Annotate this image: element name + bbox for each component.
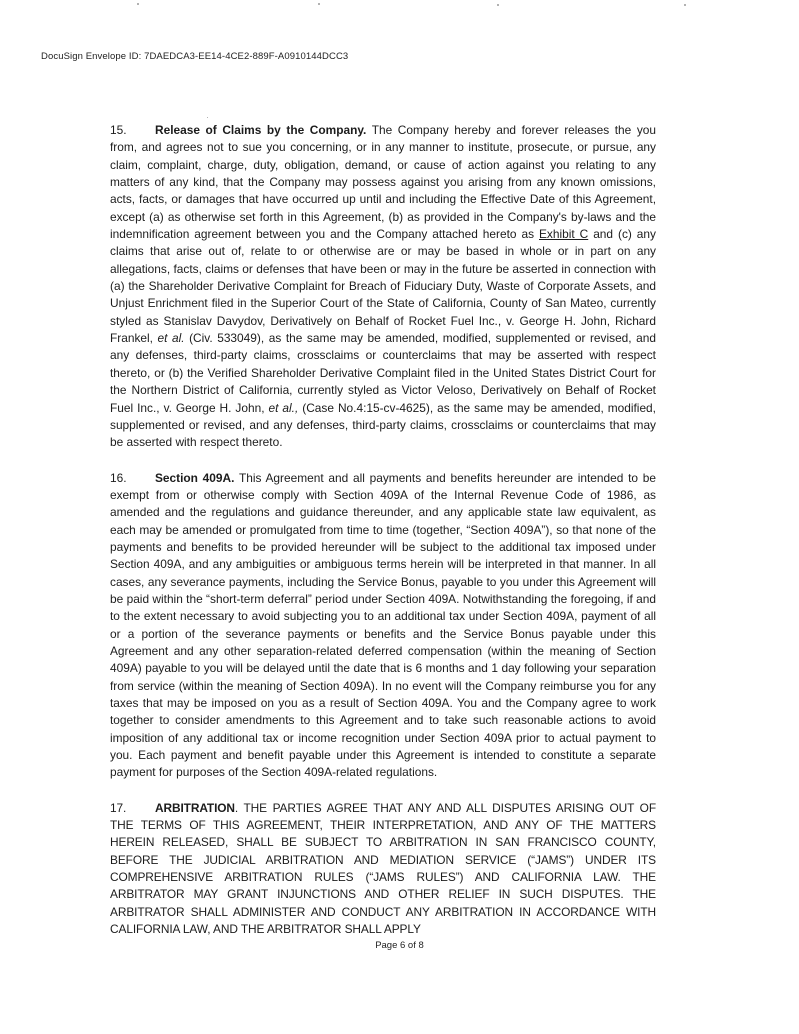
section-number: 16. bbox=[110, 470, 127, 485]
docusign-envelope-id: DocuSign Envelope ID: 7DAEDCA3-EE14-4CE2-889F-A0910144DCC3 bbox=[41, 51, 349, 62]
section-number: 17. bbox=[110, 800, 127, 815]
section-17 bbox=[110, 800, 656, 939]
section-text: This Agreement and all payments and benefits hereunder are intended to be exempt from or otherwise comply with Section 409A of the Internal Revenue Code of 1986, as amended and the regulations and guidance thereunder, and any applicable state law equivalent, as each may be amended or promulgated from time to time (together, “Section 409A”), so that none of the payments and benefits to be provided hereunder will be subject to the additional tax imposed under Section 409A, and any ambiguities or ambiguous terms herein will be interpreted in that manner. In all cases, any severance payments, including the Service Bonus, payable to you under this Agreement will be paid within the “short-term deferral” period under Section 409A. Notwithstanding the foregoing, if and to the extent necessary to avoid subjecting you to an additional tax under Section 409A, payment of all or a portion of the severance payments or benefits and the Service Bonus payable under this Agreement and any other separation-related deferred compensation (within the meaning of Section 409A) payable to you will be delayed until the date that is 6 months and 1 day following your separation from service (within the meaning of Section 409A). In no event will the Company reimburse you for any taxes that may be imposed on you as a result of Section 409A. You and the Company agree to work together to consider amendments to this Agreement and to take such reasonable actions to avoid imposition of any additional tax or income recognition under Section 409A prior to actual payment to you. Each payment and benefit payable under this Agreement is intended to constitute a separate payment for purposes of the Section 409A-related regulations. bbox=[110, 470, 656, 780]
scan-artifact bbox=[318, 3, 320, 5]
section-title: ARBITRATION bbox=[155, 800, 235, 815]
section-text: . THE PARTIES AGREE THAT ANY AND ALL DISPUTES ARISING OUT OF THE TERMS OF THIS AGREEMENT, THEIR INTERPRETATION, AND ANY OF THE MATTERS HEREIN RELEASED, SHALL BE SUBJECT TO ARBITRATION IN SAN FRANCISCO COUNTY, BEFORE THE JUDICIAL ARBITRATION AND MEDIATION SERVICE (“JAMS”) UNDER ITS COMPREHENSIVE ARBITRATION RULES (“JAMS RULES”) AND CALIFORNIA LAW. THE ARBITRATOR MAY GRANT INJUNCTIONS AND OTHER RELIEF IN SUCH DISPUTES. THE ARBITRATOR SHALL ADMINISTER AND CONDUCT ANY ARBITRATION IN ACCORDANCE WITH CALIFORNIA LAW, AND THE ARBITRATOR SHALL APPLY bbox=[110, 800, 656, 937]
section-15 bbox=[110, 122, 656, 452]
scan-artifact bbox=[497, 4, 499, 6]
section-text: (Case No.4:15-cv-4625), as the same may be amended, modified, supplemented or revised, and any defenses, third-party claims, crossclaims or counterclaims that may be asserted with respect thereto. bbox=[110, 400, 656, 450]
et-al-citation: et al. bbox=[157, 331, 185, 346]
section-text: The Company hereby and forever releases the you from, and agrees not to sue you concerning, or in any manner to institute, prosecute, or pursue, any claim, complaint, charge, duty, obligation, demand, or cause of action against you relating to any matters of any kind, that the Company may possess against you arising from any known omissions, acts, facts, or damages that have occurred up until and including the Effective Date of this Agreement, except (a) as otherwise set forth in this Agreement, (b) as provided in the Company's by-laws and the indemnification agreement between you and the Company attached hereto as bbox=[110, 123, 656, 242]
scan-artifact bbox=[137, 3, 139, 5]
exhibit-reference: Exhibit C bbox=[539, 227, 589, 242]
document-body bbox=[110, 122, 656, 956]
section-title: Release of Claims by the Company. bbox=[155, 123, 367, 137]
et-al-citation: et al., bbox=[268, 400, 299, 415]
section-text: and (c) any claims that arise out of, relate to or otherwise are or may be based in whole or in part on any allegations, facts, claims or defenses that have been or may in the future be asserted in connection with (a) the Shareholder Derivative Complaint for Breach of Fiduciary Duty, Waste of Corporate Assets, and Unjust Enrichment filed in the Superior Court of the State of California, County of San Mateo, currently styled as Stanislav Davydov, Derivatively on Behalf of Rocket Fuel Inc., v. George H. John, Richard Frankel, bbox=[110, 227, 656, 346]
section-title: Section 409A. bbox=[155, 470, 235, 485]
scan-artifact bbox=[207, 117, 208, 118]
section-number: 15. bbox=[110, 123, 127, 137]
section-16 bbox=[110, 470, 656, 782]
section-text: (Civ. 533049), as the same may be amended, modified, supplemented or revised, and any defenses, third-party claims, crossclaims or counterclaims that may be asserted with respect thereto, or (b) the Verified Shareholder Derivative Complaint filed in the United States District Court for the Northern District of California, currently styled as Victor Veloso, Derivatively on Behalf of Rocket Fuel Inc., v. George H. John, bbox=[110, 331, 656, 415]
page-number: Page 6 of 8 bbox=[375, 940, 424, 951]
scan-artifact bbox=[684, 4, 686, 6]
